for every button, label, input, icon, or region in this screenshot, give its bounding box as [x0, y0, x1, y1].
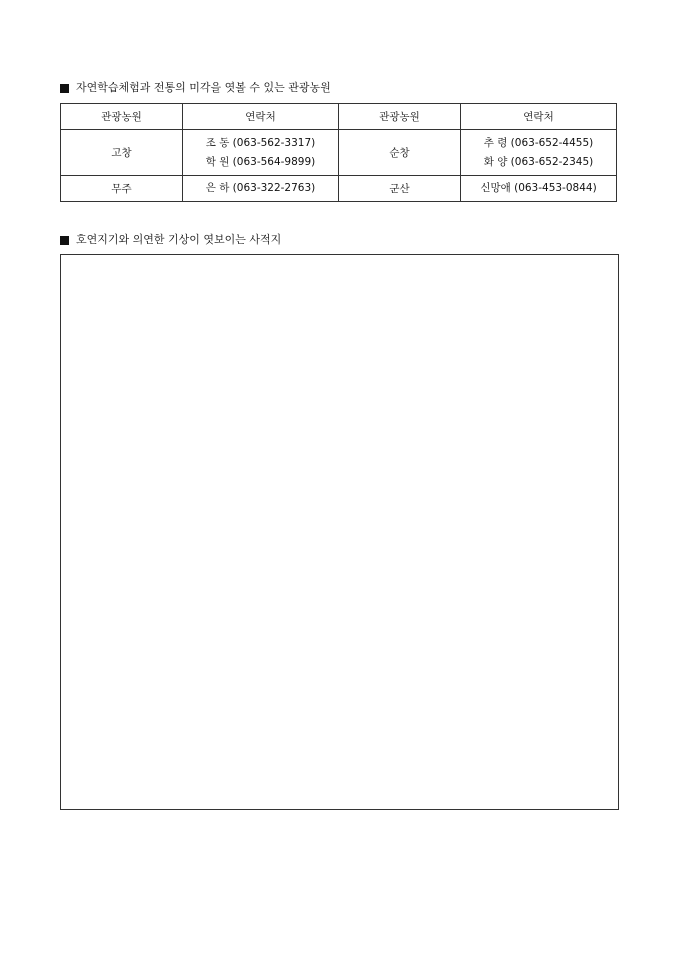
contact-cell — [461, 130, 617, 176]
black-square-bullet-icon — [60, 236, 69, 245]
section-heading-farms — [60, 81, 331, 95]
contact-entry: 조 동 (063-562-3317) — [205, 136, 316, 149]
contact-cell — [461, 176, 617, 202]
header-farm-2: 관광농원 — [339, 104, 461, 130]
historic-sites-content-box — [60, 254, 619, 810]
section-heading-historic-sites — [60, 233, 281, 247]
contact-entry: 학 원 (063-564-9899) — [205, 155, 316, 168]
contact-entry: 은 하 (063-322-2763) — [205, 182, 316, 194]
black-square-bullet-icon — [60, 84, 69, 93]
contact-entry: 화 양 (063-652-2345) — [483, 155, 594, 168]
section-title-farms: 자연학습체험과 전통의 미각을 엿볼 수 있는 관광농원 — [76, 81, 331, 94]
section-title-historic-sites: 호연지기와 의연한 기상이 엿보이는 사적지 — [76, 233, 282, 246]
contact-cell — [183, 176, 339, 202]
table-row — [61, 130, 617, 176]
farm-region-cell: 무주 — [61, 176, 183, 202]
farm-region-cell: 고창 — [61, 130, 183, 176]
table-row — [61, 176, 617, 202]
header-contact-2: 연락처 — [461, 104, 617, 130]
table-header-row — [61, 104, 617, 130]
contact-entry: 추 령 (063-652-4455) — [483, 136, 594, 149]
contact-entry: 신망애 (063-453-0844) — [480, 182, 597, 194]
farm-region-cell: 군산 — [339, 176, 461, 202]
tourist-farm-table — [60, 103, 617, 202]
farm-region-cell: 순창 — [339, 130, 461, 176]
header-farm-1: 관광농원 — [61, 104, 183, 130]
contact-cell — [183, 130, 339, 176]
header-contact-1: 연락처 — [183, 104, 339, 130]
